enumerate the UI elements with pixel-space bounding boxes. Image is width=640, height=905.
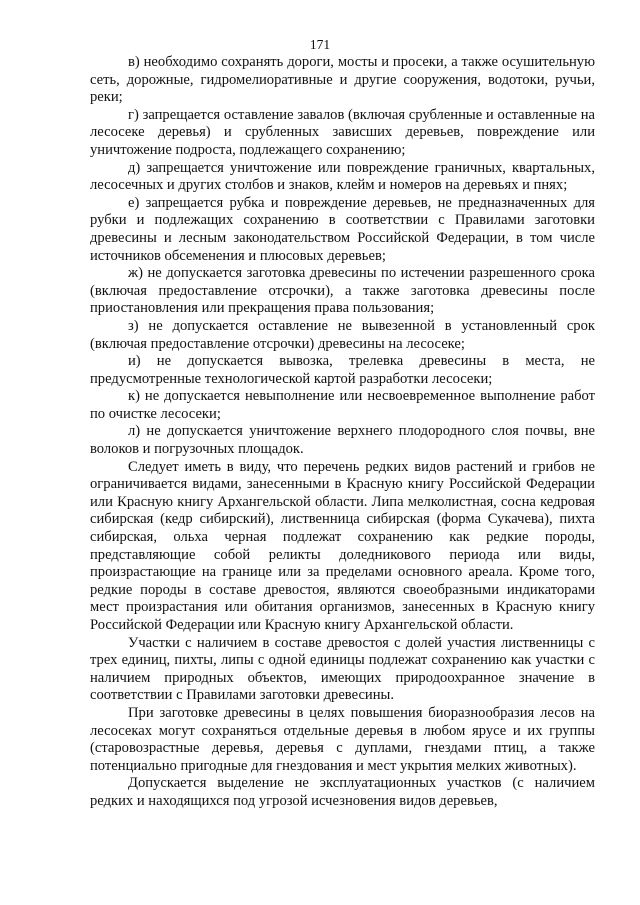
paragraph-biodiversity: При заготовке древесины в целях повышения биоразнообразия лесов на лесосеках могут сохраняться отдельные деревья в любом ярусе и их группы (старовозрастные деревья, деревья с дуплами, гнездами птиц, а также потенциально пригодные для гнездования и мест укрытия мелких животных). [90, 704, 595, 774]
paragraph-item-d: д) запрещается уничтожение или повреждение граничных, квартальных, лесосечных и других столбов и знаков, клейм и номеров на деревьях и пнях; [90, 159, 595, 194]
paragraph-item-e: е) запрещается рубка и повреждение деревьев, не предназначенных для рубки и подлежащих сохранению в соответствии с Правилами заготовки древесины и лесным законодательством Российской Федерации, в том числе источников обсеменения и плюсовых деревьев; [90, 194, 595, 264]
paragraph-rare-species: Следует иметь в виду, что перечень редких видов растений и грибов не ограничивается видами, занесенными в Красную книгу Российской Федерации или Красную книгу Архангельской области. Липа мелколистная, сосна кедровая сибирская (кедр сибирский), лиственница сибирская (форма Сукачева), пихта сибирская, ольха черная подлежат сохранению как редкие породы, представляющие собой реликты доледникового периода или виды, произрастающие на границе или за пределами основного ареала. Кроме того, редкие породы в составе древостоя, являются своеобразными индикаторами мест произрастания или обитания организмов, занесенных в Красную книгу Российской Федерации или Красную книгу Архангельской области. [90, 458, 595, 633]
paragraph-item-v: в) необходимо сохранять дороги, мосты и просеки, а также осушительную сеть, дорожные, гидромелиоративные и другие сооружения, водотоки, ручьи, реки; [90, 54, 595, 106]
page-number: 171 [309, 37, 331, 52]
paragraph-item-i: и) не допускается вывозка, трелевка древесины в места, не предусмотренные технологической картой разработки лесосеки; [90, 353, 595, 387]
paragraph-item-z: з) не допускается оставление не вывезенной в установленный срок (включая предоставление отсрочки) древесины на лесосеке; [90, 317, 595, 352]
paragraph-item-zh: ж) не допускается заготовка древесины по истечении разрешенного срока (включая предоставление отсрочки), а также заготовка древесины после приостановления или прекращения права пользования; [90, 265, 595, 317]
document-body [90, 54, 595, 811]
paragraph-item-l: л) не допускается уничтожение верхнего плодородного слоя почвы, вне волоков и погрузочных площадок. [90, 423, 595, 458]
paragraph-item-g: г) запрещается оставление завалов (включая срубленные и оставленные на лесосеке деревья) и срубленных зависших деревьев, повреждение или уничтожение подроста, подлежащего сохранению; [90, 106, 595, 158]
paragraph-non-operational-plots: Допускается выделение не эксплуатационных участков (с наличием редких и находящихся под угрозой исчезновения видов деревьев, [90, 775, 595, 809]
paragraph-protected-plots: Участки с наличием в составе древостоя с долей участия лиственницы с трех единиц, пихты, липы с одной единицы подлежат сохранению как участки с наличием природных объектов, имеющих природоохранное значение в соответствии с Правилами заготовки древесины. [90, 634, 595, 704]
paragraph-item-k: к) не допускается невыполнение или несвоевременное выполнение работ по очистке лесосеки; [90, 388, 595, 422]
